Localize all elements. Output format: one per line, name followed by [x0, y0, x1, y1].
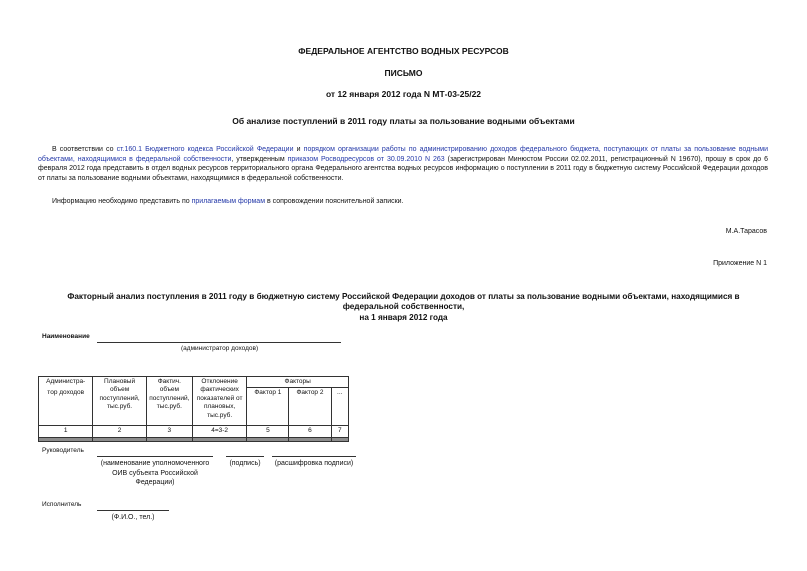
head-label: Руководитель [42, 447, 84, 454]
table-cell [93, 437, 146, 441]
appendix-title [30, 292, 777, 323]
body-paragraph-2 [38, 197, 768, 207]
budget-code-link[interactable]: ст.160.1 Бюджетного кодекса Российской Федерации [116, 146, 294, 153]
table-cell [146, 437, 192, 441]
col-number-3: 3 [146, 426, 192, 437]
fio-caption: (Ф.И.О., тел.) [111, 514, 155, 521]
org-caption: (наименование уполномоченного ОИВ субъекта Российской Федерации) [100, 460, 210, 486]
table-cell [192, 437, 246, 441]
col-number-2: 2 [93, 426, 146, 437]
p2-text-1: Информацию необходимо представить по [52, 198, 192, 205]
table-cell [247, 437, 289, 441]
col-number-7: 7 [331, 426, 349, 437]
col-fact-header: Фактич. объем поступлений, тыс.руб. [146, 377, 192, 426]
col-factor1-header: Фактор 1 [247, 388, 289, 426]
p1-text-1: В соответствии со [52, 146, 117, 153]
col-admin-header-line1: Администра- [46, 378, 86, 385]
body-paragraph-1 [38, 145, 768, 183]
head-sign-underline [226, 456, 264, 457]
document-date-number: от 12 января 2012 года N МТ-03-25/22 [325, 89, 482, 99]
col-admin-header-line2: тор доходов [47, 389, 85, 397]
appendix-title-line-1: Факторный анализ поступления в 2011 году в бюджетную систему Российской Федерации доходов от платы за пользование водными объектами, находящимися в [67, 292, 740, 301]
name-label: Наименование [42, 333, 90, 340]
attached-forms-link[interactable]: прилагаемым формам [191, 198, 266, 205]
table-cell [289, 437, 331, 441]
appendix-title-line-2: федеральной собственности, [342, 302, 465, 312]
factor-analysis-table [38, 376, 349, 442]
signature-name: М.А.Тарасов [725, 228, 767, 235]
appendix-label: Приложение N 1 [713, 260, 767, 267]
p1-text-4: (зарегистрирован Минюстом России 02.02.2011, регистрационный N 19670), прошу в срок до 6 февраля 2012 года представить в отдел водных ресурсов территориального органа Федерального агентства водных ресурсов информацию о поступлении в 2011 году в бюджетную систему Российской Федерации доходов от платы за пользование водными объектами, находящимися в федеральной собственности. [38, 155, 768, 182]
document-subject: Об анализе поступлений в 2011 году платы за пользование водными объектами [232, 116, 575, 126]
col-factors-header: Факторы [247, 377, 349, 388]
document-type: ПИСЬМО [384, 68, 423, 78]
p2-text-2: в сопровождении пояснительной записки. [265, 198, 404, 205]
p1-text-3: , утвержденным [231, 155, 288, 163]
col-number-1: 1 [39, 426, 93, 437]
col-more-header: ... [331, 388, 349, 426]
appendix-title-line-3: на 1 января 2012 года [359, 312, 448, 322]
sign-caption: (подпись) [229, 460, 261, 467]
head-decode-underline [272, 456, 356, 457]
col-deviation-header: Отклонение фактических показателей от плановых, тыс.руб. [192, 377, 246, 426]
executor-underline [97, 510, 169, 511]
col-number-4: 4=3-2 [192, 426, 246, 437]
rosvodresursy-order-link[interactable]: приказом Росводресурсов от 30.09.2010 N 263 [287, 155, 445, 163]
decode-caption: (расшифровка подписи) [274, 460, 354, 467]
column-number-row [39, 426, 349, 437]
p1-text-2: и [293, 146, 304, 153]
admin-order-link[interactable]: порядком организации работы по администрированию доходов федерального бюджета, поступающих от платы за пользование водными объектами, находящимися в федеральной собственности [38, 146, 768, 163]
col-factor2-header: Фактор 2 [289, 388, 331, 426]
col-admin-header [39, 377, 93, 426]
agency-title: ФЕДЕРАЛЬНОЕ АГЕНТСТВО ВОДНЫХ РЕСУРСОВ [298, 46, 509, 56]
table-cell [39, 437, 93, 441]
table-data-row [39, 437, 349, 441]
col-plan-header: Плановый объем поступлений, тыс.руб. [93, 377, 146, 426]
admin-caption: (администратор доходов) [181, 345, 259, 352]
executor-label: Исполнитель [42, 501, 82, 508]
col-number-6: 6 [289, 426, 331, 437]
table-cell [331, 437, 349, 441]
head-org-underline [97, 456, 213, 457]
col-number-5: 5 [247, 426, 289, 437]
name-underline [97, 342, 341, 343]
